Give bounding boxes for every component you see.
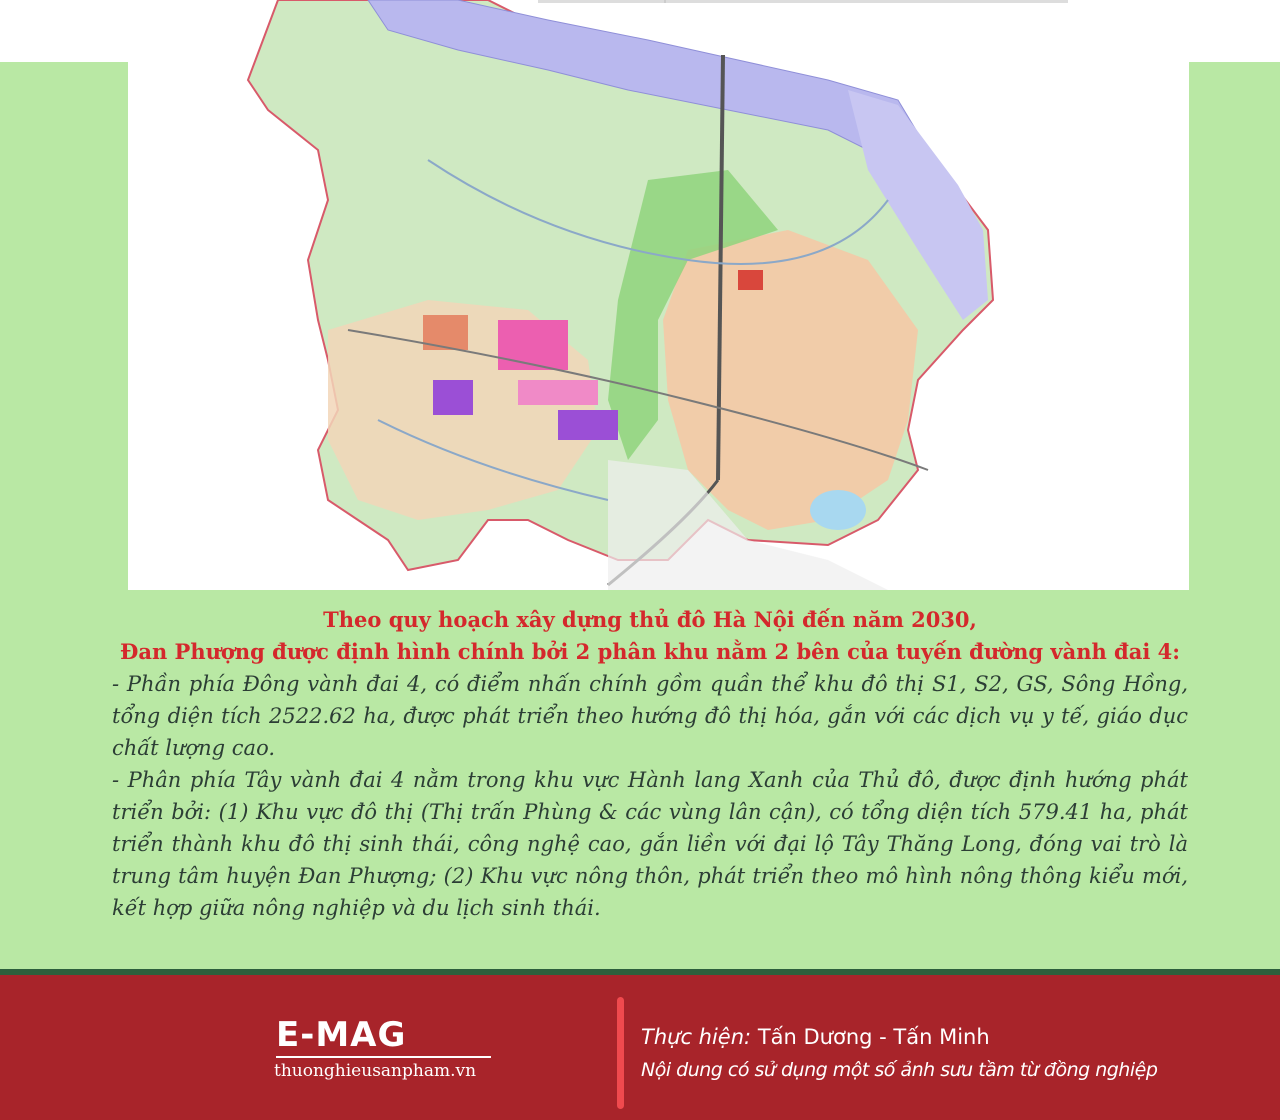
credit-label: Thực hiện: xyxy=(641,1025,752,1049)
west-zone-paragraph: - Phân phía Tây vành đai 4 nằm trong khu vực Hành lang Xanh của Thủ đô, được định hướng phát triển bởi: (1) Khu vực đô thị (Thị trấn Phùng & các vùng lân cận), có tổng diện tích 579.41 ha, phát triển thành khu đô thị sinh thái, công nghệ cao, gắn liền với đại lộ Tây Thăng Long, đóng vai trò là trung tâm huyện Đan Phượng; (2) Khu vực nông thôn, phát triển theo mô hình nông thông kiểu mới, kết hợp giữa nông nghiệp và du lịch sinh thái. xyxy=(112,768,1188,920)
east-zone-paragraph: - Phần phía Đông vành đai 4, có điểm nhấn chính gồm quần thể khu đô thị S1, S2, GS, Sông Hồng, tổng diện tích 2522.62 ha, được phát triển theo hướng đô thị hóa, gắn với các dịch vụ y tế, giáo dục chất lượng cao. xyxy=(112,672,1188,760)
credit-line xyxy=(641,1025,990,1049)
planning-map-image xyxy=(128,0,1189,590)
headline-line-2: Đan Phượng được định hình chính bởi 2 phân khu nằm 2 bên của tuyến đường vành đai 4: xyxy=(120,639,1180,664)
brand-logo-text: E-MAG xyxy=(276,1015,407,1055)
headline-line-1: Theo quy hoạch xây dựng thủ đô Hà Nội đến năm 2030, xyxy=(323,607,977,632)
brand-underline xyxy=(276,1056,491,1058)
site-domain: thuonghieusanpham.vn xyxy=(274,1061,477,1081)
accent-bar xyxy=(617,997,624,1109)
planning-map-illustration xyxy=(128,0,1189,590)
map-caption xyxy=(112,604,1188,924)
image-source-note: Nội dung có sử dụng một số ảnh sưu tầm từ đồng nghiệp xyxy=(641,1059,1158,1081)
footer xyxy=(0,975,1280,1120)
credit-names: Tấn Dương - Tấn Minh xyxy=(757,1025,990,1049)
